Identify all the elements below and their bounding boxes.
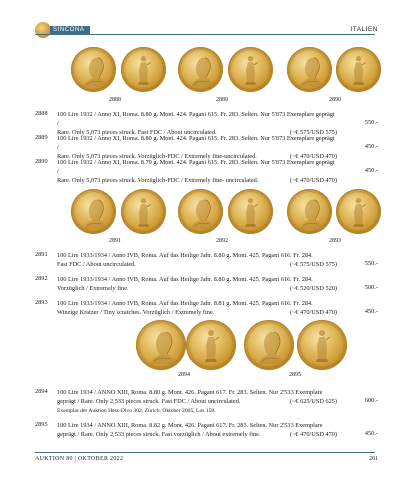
lot-line-text: geprägt / Rare. Only 2,533 pieces struck. Fast vorzüglich / About extremely fine.	[57, 431, 261, 438]
coin-2891-obverse	[71, 189, 116, 234]
lot-price-2895: 450.-	[364, 430, 378, 437]
lot-number-2891: 2891	[35, 251, 48, 258]
lot-estimate: (~€ 575/USD 575)	[289, 261, 337, 268]
lot-line	[57, 397, 337, 406]
lot-estimate: (~€ 470/USD 470)	[289, 177, 337, 184]
lot-description-2894	[57, 388, 337, 416]
coin-2888-obverse	[71, 47, 116, 92]
lot-line: 100 Lire 1932 / Anno XI, Roma. 8.80 g. Mont. 424. Pagani 615. Fr. 283. Selten. Nur 5'073 Exemplare geprägt /	[57, 135, 335, 151]
lot-line: 100 Lire 1933/1934 / Anno IVB, Roma. Auf das Heilige Jahr. 8.80 g. Mont. 425. Pagani 616. Fr. 284.	[57, 276, 313, 283]
coin-label-2891: 2891	[109, 238, 121, 244]
lot-estimate: (~€ 470/USD 470)	[289, 153, 337, 160]
sincona-logo-coin	[35, 22, 51, 38]
lot-price-2888: 550.-	[364, 119, 378, 126]
coin-2892-obverse	[178, 189, 223, 234]
lot-line-text: Rare. Only 5,073 pieces struck. Vorzüglich-FDC / Extremely fine-uncirculated.	[57, 153, 257, 160]
coin-2893-obverse	[287, 189, 332, 234]
lot-line-text: Fast FDC / About uncirculated.	[57, 261, 136, 268]
page-number: 201	[369, 456, 378, 462]
coin-label-2890: 2890	[329, 97, 341, 103]
lot-price-2890: 450.-	[364, 167, 378, 174]
brand-name: SINCONA	[53, 27, 85, 33]
coin-2893-reverse	[336, 189, 381, 234]
lot-line: 100 Lire 1933/1934 / Anno IVB, Roma. Auf das Heilige Jahr. 8.80 g. Mont. 425. Pagani 616. Fr. 284.	[57, 252, 313, 259]
coin-label-2893: 2893	[329, 238, 341, 244]
lot-price-2894: 600.-	[364, 397, 378, 404]
lot-number-2892: 2892	[35, 275, 48, 282]
header-rule	[35, 34, 375, 35]
country-heading: ITALIEN	[350, 26, 378, 33]
lot-number-2895: 2895	[35, 421, 48, 428]
lot-number-2888: 2888	[35, 110, 48, 117]
lot-line-text: geprägt / Rare. Only 2,533 pieces struck. Fast FDC / About uncirculated.	[57, 398, 241, 405]
lot-line-text: Vorzüglich / Extremely fine.	[57, 285, 129, 292]
lot-line: 100 Lire 1934 / ANNO XIII, Roma. 8.82 g. Mont. 426. Pagani 617. Fr. 283. Selten. Nur 2'533 Exemplare	[57, 422, 323, 429]
coin-2889-reverse	[228, 47, 273, 92]
coin-label-2895: 2895	[289, 372, 301, 378]
lot-estimate: (~€ 520/USD 520)	[289, 285, 337, 292]
lot-price-2889: 450.-	[364, 143, 378, 150]
footer-rule	[35, 452, 375, 453]
lot-estimate: (~€ 470/USD 470)	[289, 431, 337, 438]
coin-2894-reverse	[186, 320, 236, 370]
coin-label-2892: 2892	[216, 238, 228, 244]
lot-estimate: (~€ 625/USD 625)	[289, 398, 337, 405]
coin-2890-reverse	[336, 47, 381, 92]
lot-number-2893: 2893	[35, 299, 48, 306]
lot-price-2892: 500.-	[364, 284, 378, 291]
coin-label-2894: 2894	[178, 372, 190, 378]
lot-number-2890: 2890	[35, 158, 48, 165]
lot-description-2888	[57, 110, 337, 137]
coin-2889-obverse	[178, 47, 223, 92]
lot-estimate: (~€ 575/USD 575)	[289, 129, 337, 136]
coin-label-2889: 2889	[216, 97, 228, 103]
coin-label-2888: 2888	[109, 97, 121, 103]
footer-auction-info: AUKTION 80 | OKTOBER 2022	[35, 456, 124, 462]
coin-2891-reverse	[121, 189, 166, 234]
lot-description-2890	[57, 158, 337, 185]
lot-description-2895	[57, 421, 337, 439]
lot-line: 100 Lire 1932 / Anno XI, Roma. 8.79 g. Mont. 424. Pagani 615. Fr. 283. Selten. Nur 5'073 Exemplare geprägt /	[57, 159, 335, 175]
lot-line	[57, 260, 337, 269]
lot-description-2889	[57, 134, 337, 161]
lot-number-2889: 2889	[35, 134, 48, 141]
lot-description-2891	[57, 251, 337, 269]
lot-line-text: Winzige Kratzer / Tiny scratches. Vorzüglich / Extremely fine.	[57, 309, 215, 316]
coin-2890-obverse	[287, 47, 332, 92]
lot-description-2893	[57, 299, 337, 317]
lot-provenance-note: Exemplar der Auktion Hess-Divo 302, Zürich, Oktober 2005, Los 158.	[57, 408, 216, 414]
coin-2892-reverse	[228, 189, 273, 234]
lot-price-2893: 450.-	[364, 308, 378, 315]
coin-2894-obverse	[136, 320, 186, 370]
lot-line-text: Rare. Only 5,073 pieces struck. Vorzüglich-FDC / Extremely fine- uncirculated.	[57, 177, 259, 184]
coin-2895-reverse	[297, 320, 347, 370]
lot-line: 100 Lire 1932 / Anno XI, Roma. 8.80 g. Mont. 424. Pagani 615. Fr. 283. Selten. Nur 5'073 Exemplare geprägt /	[57, 111, 335, 127]
lot-price-2891: 550.-	[364, 260, 378, 267]
lot-line	[57, 308, 337, 317]
coin-2895-obverse	[244, 320, 294, 370]
lot-line	[57, 430, 337, 439]
lot-estimate: (~€ 470/USD 470)	[289, 309, 337, 316]
lot-line	[57, 284, 337, 293]
lot-description-2892	[57, 275, 337, 293]
lot-line: 100 Lire 1934 / ANNO XIII, Roma. 8.80 g. Mont. 426. Pagani 617. Fr. 283. Selten. Nur 2'533 Exemplare	[57, 389, 323, 396]
lot-number-2894: 2894	[35, 388, 48, 395]
lot-line: 100 Lire 1933/1934 / Anno IVB, Roma. Auf das Heilige Jahr. 8.81 g. Mont. 425. Pagani 616. Fr. 284.	[57, 300, 313, 307]
lot-line	[57, 176, 337, 185]
lot-line-text: Rare. Only 5,073 pieces struck. Fast FDC / About uncirculated.	[57, 129, 217, 136]
coin-2888-reverse	[121, 47, 166, 92]
